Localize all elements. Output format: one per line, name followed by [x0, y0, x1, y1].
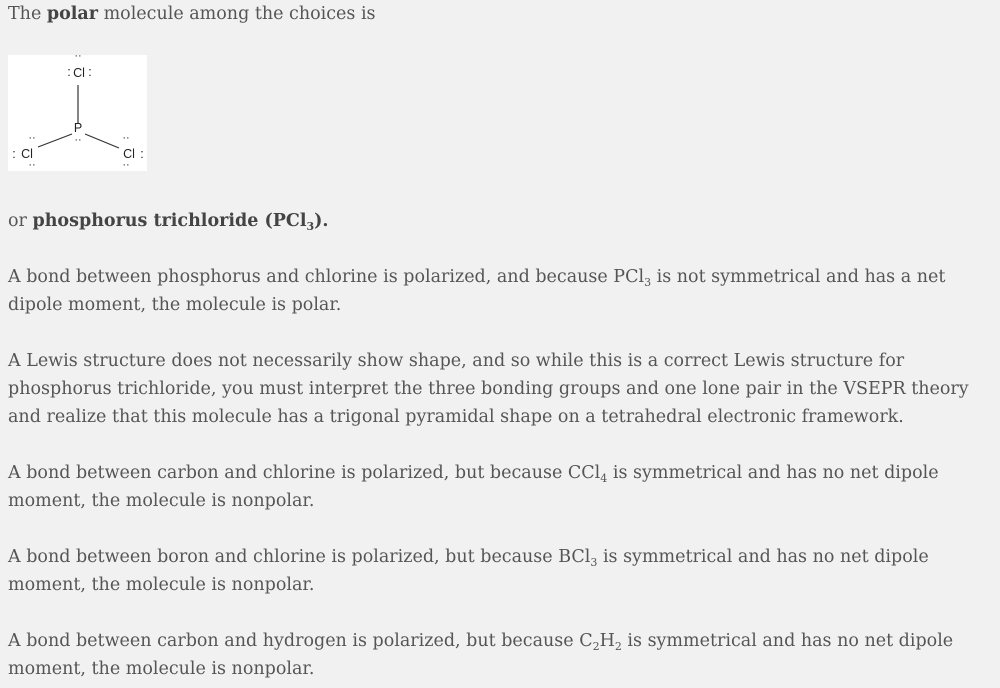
lone-pair-top-left: :: [67, 65, 71, 79]
explanation-paragraph-3: [8, 459, 998, 515]
intro-text-after: molecule among the choices is: [98, 4, 376, 24]
explanation-4-text-end: is symmetrical and has no net dipole moment, the molecule is nonpolar.: [8, 547, 929, 595]
lone-pair-top-right: :: [88, 65, 92, 79]
answer-text-before: or: [8, 211, 33, 231]
explanation-5-text-end: is symmetrical and has no net dipole moment, the molecule is nonpolar.: [8, 631, 954, 679]
explanation-5-subscript: 2: [592, 640, 600, 653]
explanation-5-text-mid: H: [599, 631, 615, 651]
lewis-structure-figure: [8, 55, 147, 171]
answer-bold-end: ).: [314, 211, 329, 231]
explanation-4-subscript: 3: [590, 556, 598, 569]
explanation-2-text: A Lewis structure does not necessarily show shape, and so while this is a correct Lewis structure for phosphorus trichloride, you must interpret the three bonding groups and one lone pair in the VSEPR theory and realize that this molecule has a trigonal pyramidal shape on a tetrahedral electronic framework.: [8, 351, 969, 427]
atom-cl-left: Cl: [21, 147, 33, 161]
explanation-3-text: A bond between carbon and chlorine is polarized, but because CCl: [8, 463, 601, 483]
lone-pair-left-side: :: [12, 147, 16, 161]
lone-pair-left-lower: ··: [28, 159, 36, 171]
explanation-paragraph-5: [8, 627, 998, 683]
explanation-3-text-end: is symmetrical and has no net dipole moment, the molecule is nonpolar.: [8, 463, 939, 511]
atom-cl-top: Cl: [73, 66, 85, 80]
intro-bold-keyword: polar: [46, 4, 98, 24]
answer-bold-name: [32, 211, 328, 231]
explanation-paragraph-1: [8, 263, 998, 319]
lone-pair-top-upper: ··: [74, 55, 82, 62]
explanation-1-text: A bond between phosphorus and chlorine is polarized, and because PCl: [8, 267, 645, 287]
intro-text-before: The: [8, 4, 47, 24]
explanation-paragraph-2: [8, 347, 998, 431]
bond-p-cl-right: [85, 134, 119, 148]
explanation-3-subscript: 4: [600, 472, 608, 485]
explanation-4-text: A bond between boron and chlorine is polarized, but because BCl: [8, 547, 591, 567]
bond-p-cl-left: [38, 134, 72, 147]
intro-sentence: [8, 0, 376, 28]
lone-pair-left-upper: ··: [28, 132, 36, 144]
explanation-5-text: A bond between carbon and hydrogen is polarized, but because C: [8, 631, 593, 651]
explanation-5-subscript-2: 2: [614, 640, 622, 653]
lone-pair-right-side: :: [140, 147, 144, 161]
explanation-1-text-end: is not symmetrical and has a net dipole moment, the molecule is polar.: [8, 267, 946, 315]
answer-bold-subscript: 3: [306, 220, 315, 233]
explanation-1-subscript: 3: [644, 276, 652, 289]
lone-pair-p: ··: [74, 134, 82, 146]
answer-sentence: [8, 207, 329, 235]
lone-pair-right-upper: ··: [122, 132, 130, 144]
atom-p-center: P: [73, 121, 83, 135]
lewis-structure-diagram: [8, 55, 147, 171]
lone-pair-right-lower: ··: [122, 159, 130, 171]
explanation-paragraph-4: [8, 543, 998, 599]
answer-bold-text: phosphorus trichloride (PCl: [32, 211, 307, 231]
atom-cl-right: Cl: [123, 147, 135, 161]
